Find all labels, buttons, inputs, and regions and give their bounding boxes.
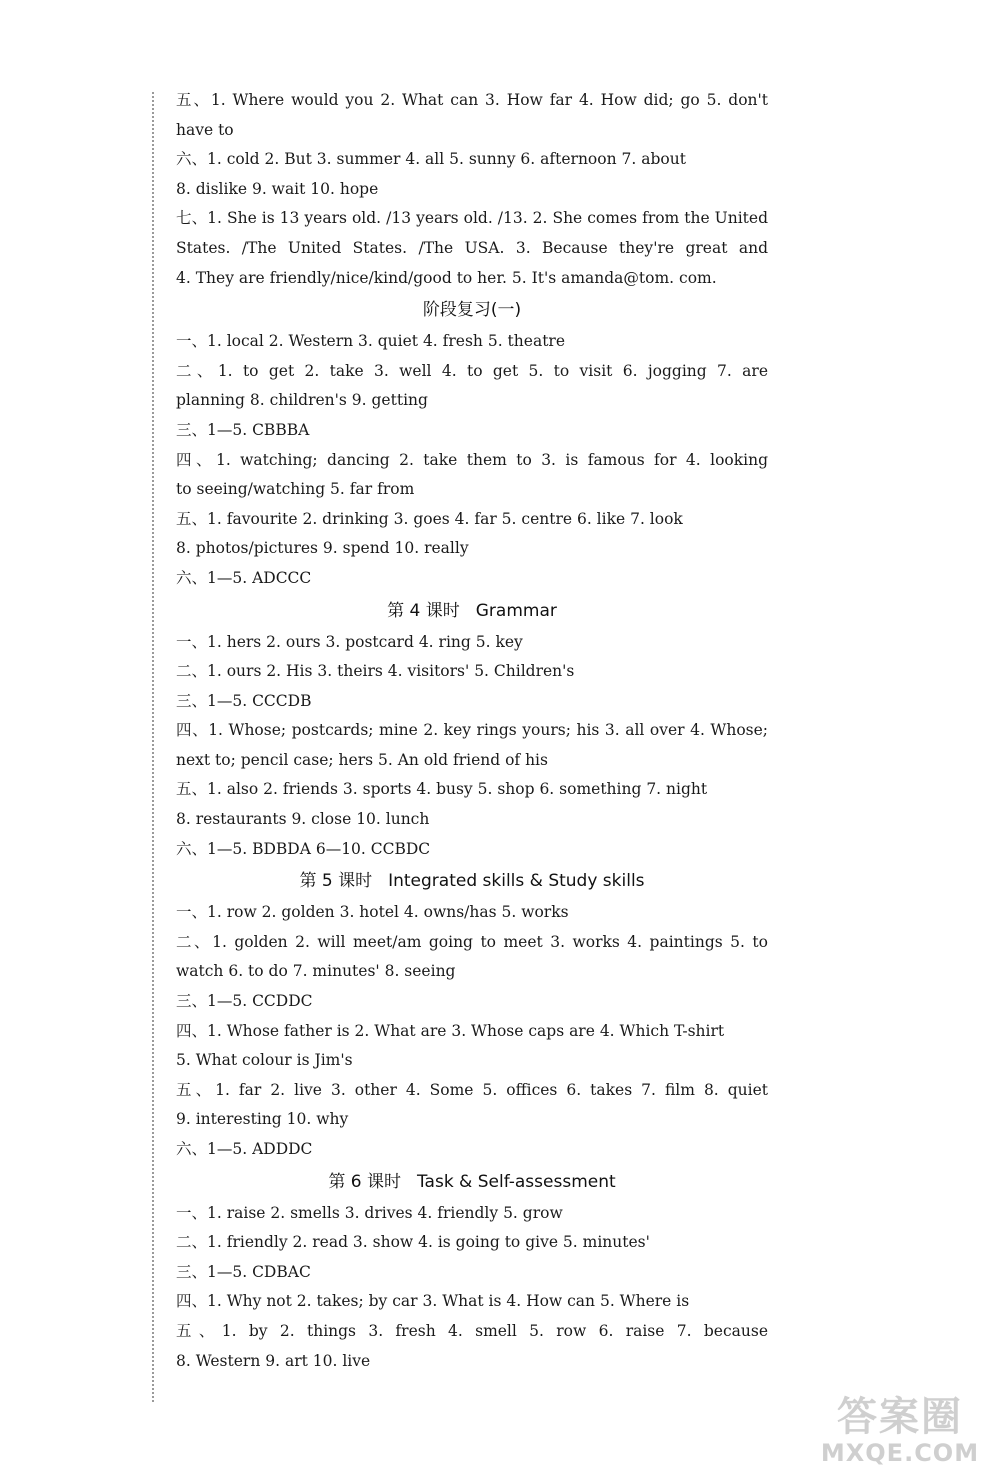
answer-line: States. /The United States. /The USA. 3. Because they're great and	[176, 238, 768, 257]
answer-line: 8. Western 9. art 10. live	[176, 1351, 371, 1370]
answer-key-content	[176, 86, 768, 1376]
answer-line: 六、1—5. ADDDC	[176, 1140, 313, 1158]
answer-line: 四、1. Why not 2. takes; by car 3. What is 4. How can 5. Where is	[176, 1292, 690, 1311]
answer-line: 六、1. cold 2. But 3. summer 4. all 5. sunny 6. afternoon 7. about	[176, 150, 686, 169]
watermark-logo: 答案圈	[837, 1394, 963, 1440]
section-heading-title: 第 5 课时	[299, 871, 373, 892]
answer-line: 8. restaurants 9. close 10. lunch	[176, 810, 430, 829]
section-heading	[176, 864, 768, 898]
section-heading-subtitle: Grammar	[475, 600, 557, 621]
binding-margin-line	[152, 92, 154, 1402]
answer-line: 二、1. ours 2. His 3. theirs 4. visitors' 5. Children's	[176, 662, 575, 681]
answer-line: 四、1. Whose father is 2. What are 3. Whose caps are 4. Which T-shirt	[176, 1021, 725, 1040]
answer-line: 4. They are friendly/nice/kind/good to her. 5. It's amanda@tom. com.	[176, 268, 717, 287]
answer-line: 六、1—5. BDBDA 6—10. CCBDC	[176, 839, 431, 858]
answer-line: have to	[176, 120, 234, 139]
answer-line: 三、1—5. CCDDC	[176, 992, 313, 1011]
watermark-url: MXQE.COM	[820, 1439, 980, 1467]
answer-line: 一、1. row 2. golden 3. hotel 4. owns/has 5. works	[176, 903, 569, 922]
answer-line: 三、1—5. CBBBA	[176, 420, 310, 439]
answer-line: 8. dislike 9. wait 10. hope	[176, 179, 379, 198]
section-heading	[176, 1165, 768, 1199]
answer-line: next to; pencil case; hers 5. An old friend of his	[176, 750, 548, 769]
answer-line: 五、1. Where would you 2. What can 3. How far 4. How did; go 5. don't	[176, 91, 768, 109]
answer-line: 二、1. golden 2. will meet/am going to meet 3. works 4. paintings 5. to	[176, 932, 768, 951]
answer-line: 二、1. friendly 2. read 3. show 4. is going to give 5. minutes'	[176, 1233, 650, 1252]
answer-line: watch 6. to do 7. minutes' 8. seeing	[176, 962, 456, 981]
answer-line: 一、1. raise 2. smells 3. drives 4. friendly 5. grow	[176, 1203, 563, 1222]
section-heading-title: 第 6 课时	[328, 1171, 401, 1192]
answer-line: 五、1. also 2. friends 3. sports 4. busy 5. shop 6. something 7. night	[176, 780, 708, 799]
section-heading-title: 第 4 课时	[387, 600, 460, 621]
section-heading	[176, 594, 768, 628]
watermark	[805, 1395, 995, 1471]
answer-line: planning 8. children's 9. getting	[176, 391, 428, 410]
section-heading-subtitle: Task & Self-assessment	[416, 1171, 616, 1192]
answer-line: 四、1. watching; dancing 2. take them to 3. is famous for 4. looking	[176, 450, 768, 469]
section-heading-subtitle: Integrated skills & Study skills	[388, 871, 645, 892]
answer-line: 二、1. to get 2. take 3. well 4. to get 5. to visit 6. jogging 7. are	[176, 361, 768, 380]
section-heading-title: 阶段复习(一)	[422, 300, 522, 321]
answer-line: 5. What colour is Jim's	[176, 1051, 353, 1070]
answer-line: 五、1. favourite 2. drinking 3. goes 4. far 5. centre 6. like 7. look	[176, 509, 683, 528]
section-heading	[176, 293, 768, 327]
answer-line: 四、1. Whose; postcards; mine 2. key rings yours; his 3. all over 4. Whose;	[176, 721, 768, 740]
answer-line: 五、1. far 2. live 3. other 4. Some 5. offices 6. takes 7. film 8. quiet	[176, 1080, 768, 1099]
answer-line: 七、1. She is 13 years old. /13 years old. /13. 2. She comes from the United	[176, 209, 768, 228]
answer-line: 三、1—5. CDBAC	[176, 1262, 311, 1281]
answer-line: 9. interesting 10. why	[176, 1110, 349, 1129]
answer-line: 六、1—5. ADCCC	[176, 568, 312, 587]
answer-line: to seeing/watching 5. far from	[176, 480, 415, 499]
answer-line: 一、1. local 2. Western 3. quiet 4. fresh 5. theatre	[176, 332, 565, 351]
answer-line: 五、1. by 2. things 3. fresh 4. smell 5. row 6. raise 7. because	[176, 1321, 768, 1340]
answer-line: 三、1—5. CCCDB	[176, 691, 312, 710]
answer-line: 8. photos/pictures 9. spend 10. really	[176, 539, 469, 558]
answer-line: 一、1. hers 2. ours 3. postcard 4. ring 5. key	[176, 632, 523, 651]
